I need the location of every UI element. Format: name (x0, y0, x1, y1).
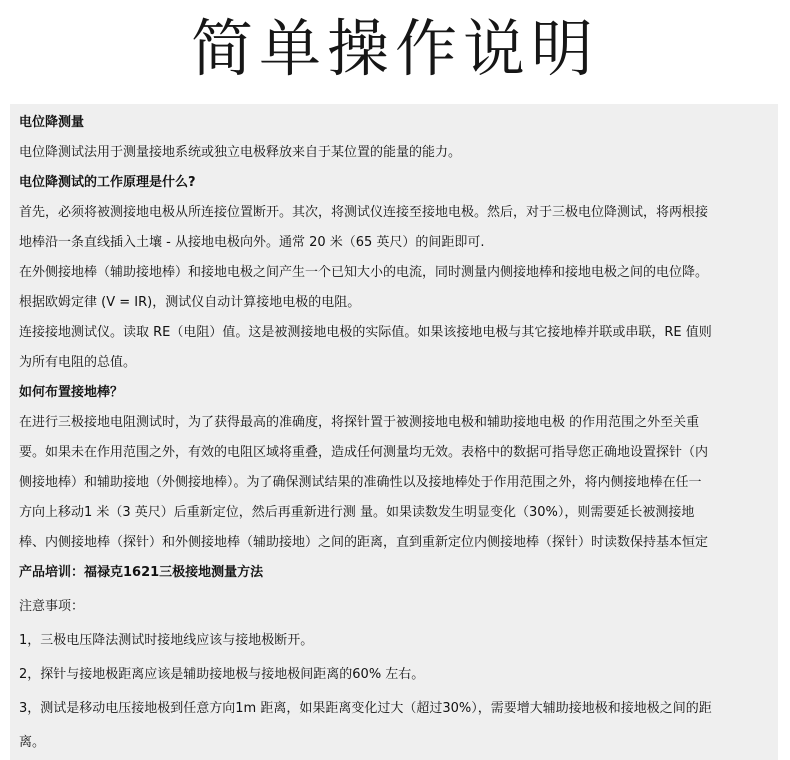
note-item-3-line-2: 离。 (19, 735, 46, 750)
paragraph-placement-line-2: 要。如果未在作用范围之外，有效的电阻区域将重叠，造成任何测量均无效。表格中的数据可指导您正确地设置探针（内 (19, 445, 709, 460)
paragraph-current: 在外侧接地棒（辅助接地棒）和接地电极之间产生一个已知大小的电流，同时测量内侧接地棒和接地电极之间的电位降。 (19, 265, 709, 280)
paragraph-placement-line-5: 棒、内侧接地棒（探针）和外侧接地棒（辅助接地）之间的距离，直到重新定位内侧接地棒（探针）时读数保持基本恒定 (19, 535, 709, 550)
section-heading-training: 产品培训：福禄克1621三极接地测量方法 (19, 565, 264, 580)
paragraph-definition: 电位降测试法用于测量接地系统或独立电极释放来自于某位置的能量的能力。 (19, 145, 462, 160)
paragraph-principle-line-2: 地棒沿一条直线插入土壤 - 从接地电极向外。通常 20 米（65 英尺）的间距即可. (19, 235, 485, 250)
note-item-3-line-1: 3，测试是移动电压接地极到任意方向1m 距离，如果距离变化过大（超过30%），需要增大辅助接地极和接地极之间的距 (19, 701, 712, 716)
paragraph-placement-line-3: 侧接地棒）和辅助接地（外侧接地棒）。为了确保测试结果的准确性以及接地棒处于作用范围之外，将内侧接地棒在任一 (19, 475, 702, 490)
paragraph-connect-line-1: 连接接地测试仪。读取 RE（电阻）值。这是被测接地电极的实际值。如果该接地电极与其它接地棒并联或串联，RE 值则 (19, 325, 712, 340)
paragraph-placement-line-1: 在进行三极接地电阻测试时，为了获得最高的准确度，将探针置于被测接地电极和辅助接地电极 的作用范围之外至关重 (19, 415, 700, 430)
paragraph-ohms-law: 根据欧姆定律 (V = IR)，测试仪自动计算接地电极的电阻。 (19, 295, 361, 310)
section-heading-principle: 电位降测试的工作原理是什么? (19, 175, 196, 190)
paragraph-connect-line-2: 为所有电阻的总值。 (19, 355, 137, 370)
content-panel (10, 104, 778, 760)
paragraph-principle-line-1: 首先，必须将被测接地电极从所连接位置断开。其次，将测试仪连接至接地电极。然后，对于三极电位降测试，将两根接 (19, 205, 709, 220)
paragraph-placement-line-4: 方向上移动1 米（3 英尺）后重新定位，然后再重新进行测 量。如果读数发生明显变化（30%），则需要延长被测接地 (19, 505, 695, 520)
page-title: 简单操作说明 (190, 12, 599, 85)
section-heading-potential-drop: 电位降测量 (19, 115, 85, 130)
note-item-1: 1，三极电压降法测试时接地线应该与接地极断开。 (19, 633, 314, 648)
section-heading-placement: 如何布置接地棒？ (19, 385, 124, 400)
notes-heading: 注意事项： (19, 599, 85, 614)
note-item-2: 2，探针与接地极距离应该是辅助接地极与接地极间距离的60% 左右。 (19, 667, 425, 682)
